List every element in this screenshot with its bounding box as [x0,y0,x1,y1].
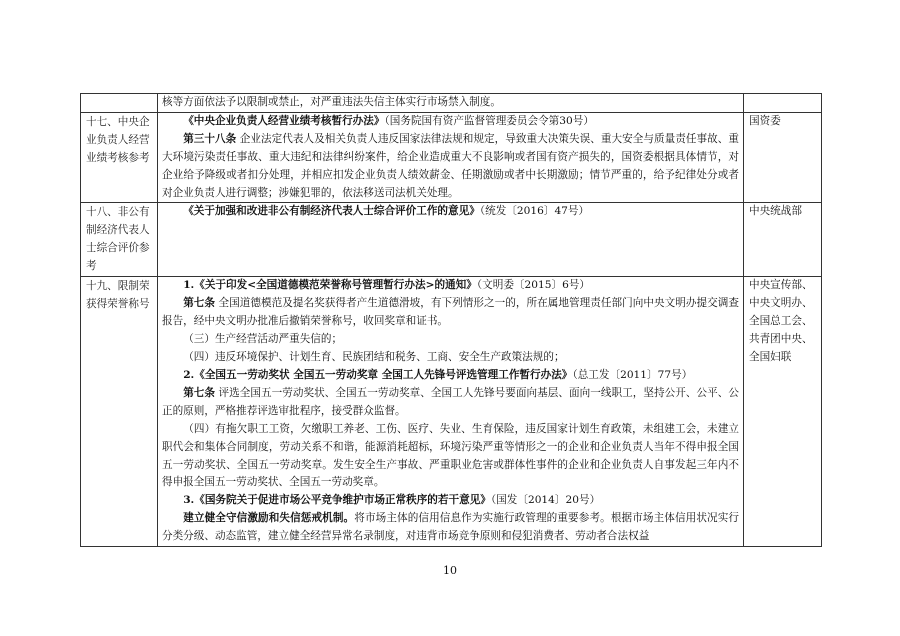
content-cell [158,203,744,277]
paragraph [162,367,739,385]
regulation-table [80,93,822,547]
paragraph [162,203,739,221]
bold-text: 第七条 [183,297,216,310]
body-text: 核等方面依法予以限制或禁止，对严重违法失信主体实行市场禁入制度。 [162,96,501,108]
paragraph [162,295,739,331]
item-cell: 十九、限制荣获得荣誉称号 [81,277,158,547]
body-text: （国发〔2014〕20号） [490,494,601,507]
paragraph [162,331,739,349]
bold-text: 第三十八条 [183,132,237,145]
body-text: （四）有拖欠职工工资，欠缴职工养老、工伤、医疗、失业、生育保险，违反国家计划生育政策，未组建工会，未建立职代会和集体合同制度，劳动关系不和谐，能源消耗超标，环境污染严重等情形之一的企业和企业负责人当年不得申报全国五一劳动奖状、全国五一劳动奖章。发生安全生产事故、严重职业危害或群体性事件的企业和企业负责人自事发起三年内不得申报全国五一劳动奖状、全国五一劳动奖章。 [162,422,739,489]
body-text: 企业法定代表人及相关负责人违反国家法律法规和规定，导致重大决策失误、重大安全与质量责任事故、重大环境污染责任事故、重大违纪和法律纠纷案件，给企业造成重大不良影响或者国有资产损失的，国资委根据具体情节，对企业给予降级或者扣分处理，并相应扣发企业负责人绩效薪金、任期激励或者中长期激励；情节严重的，给予纪律处分或者对企业负责人进行调整；涉嫌犯罪的，依法移送司法机关处理。 [162,132,739,199]
paragraph [162,113,739,131]
body-text: （三）生产经营活动严重失信的； [183,333,343,346]
body-text: （文明委〔2015〕6号） [476,279,590,292]
paragraph [162,510,739,546]
paragraph [162,349,739,367]
bold-text: 《关于加强和改进非公有制经济代表人士综合评价工作的意见》 [183,205,480,218]
agency-cell [744,94,822,113]
table-row [81,94,822,113]
table-row [81,277,822,547]
paragraph [162,131,739,203]
paragraph [162,421,739,493]
bold-text: 第七条 [183,386,216,399]
body-text: 评选全国五一劳动奖状、全国五一劳动奖章、全国工人先锋号要面向基层、面向一线职工，坚持公开、公平、公正的原则，严格推荐评选审批程序，接受群众监督。 [162,386,739,417]
paragraph [162,492,739,510]
bold-text: 2.《全国五一劳动奖状 全国五一劳动奖章 全国工人先锋号评选管理工作暂行办法》 [183,368,573,381]
item-cell: 十七、中央企业负责人经营业绩考核参考 [81,112,158,203]
table-row [81,203,822,277]
body-text: 全国道德模范及提名奖获得者产生道德滑坡，有下列情形之一的，所在属地管理责任部门向中央文明办提交调查报告，经中央文明办批准后撤销荣誉称号，收回奖章和证书。 [162,297,739,328]
body-text: （统发〔2016〕47号） [479,205,590,218]
body-text: （国务院国有资产监督管理委员会令第30号） [384,114,594,127]
bold-text: 《中央企业负责人经营业绩考核暂行办法》 [183,114,385,127]
bold-text: 3.《国务院关于促进市场公平竞争维护市场正常秩序的若干意见》 [183,494,491,507]
body-text: （四）违反环境保护、计划生育、民族团结和税务、工商、安全生产政策法规的； [183,351,565,364]
agency-cell: 国资委 [744,112,822,203]
content-cell [158,112,744,203]
content-cell [158,277,744,547]
bold-text: 建立健全守信激励和失信惩戒机制。 [183,512,355,525]
bold-text: 1.《关于印发<全国道德模范荣誉称号管理暂行办法>的通知》 [183,279,477,292]
page-number: 10 [443,564,457,577]
table-row [81,112,822,203]
item-cell [81,94,158,113]
paragraph [162,385,739,421]
content-cell [158,94,744,113]
agency-cell: 中央宣传部、中央文明办、全国总工会、共青团中央、全国妇联 [744,277,822,547]
body-text: （总工发〔2011〕77号） [572,368,693,381]
paragraph [162,94,739,112]
item-cell: 十八、非公有制经济代表人士综合评价参考 [81,203,158,277]
body-text: 将市场主体的信用信息作为实施行政管理的重要参考。根据市场主体信用状况实行分类分级、动态监管，建立健全经营异常名录制度，对违背市场竞争原则和侵犯消费者、劳动者合法权益 [162,512,740,543]
paragraph [162,277,739,295]
agency-cell: 中央统战部 [744,203,822,277]
